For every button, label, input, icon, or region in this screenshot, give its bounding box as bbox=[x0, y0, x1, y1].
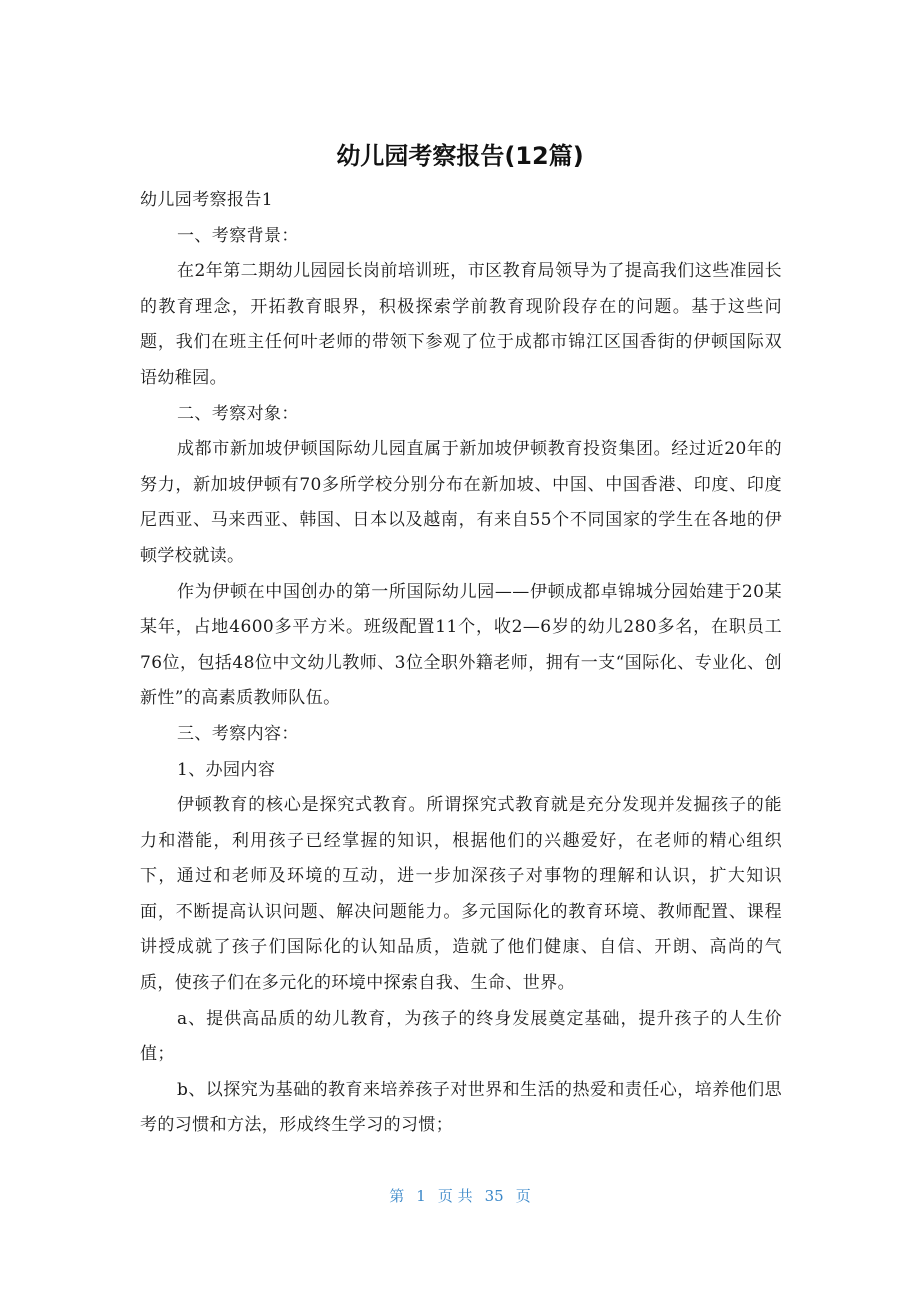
paragraph: 1、办园内容 bbox=[177, 759, 276, 780]
page-footer bbox=[0, 1184, 920, 1208]
paragraph: 伊顿教育的核心是探究式教育。所谓探究式教育就是充分发现并发掘孩子的能力和潜能，利用孩子已经掌握的知识，根据他们的兴趣爱好，在老师的精心组织下，通过和老师及环境的互动，进一步加深孩子对事物的理解和认识，扩大知识面，不断提高认识问题、解决问题能力。多元国际化的教育环境、教师配置、课程讲授成就了孩子们国际化的认知品质，造就了他们健康、自信、开朗、高尚的气质，使孩子们在多元化的环境中探索自我、生命、世界。 bbox=[140, 795, 782, 994]
paragraph: b、以探究为基础的教育来培养孩子对世界和生活的热爱和责任心，培养他们思考的习惯和方法，形成终生学习的习惯； bbox=[140, 1079, 782, 1136]
footer-suffix: 页 bbox=[515, 1187, 531, 1205]
paragraph: a、提供高品质的幼儿教育，为孩子的终身发展奠定基础，提升孩子的人生价值； bbox=[140, 1008, 782, 1065]
footer-current-page: 1 bbox=[416, 1187, 426, 1205]
document-title: 幼儿园考察报告(12篇) bbox=[336, 142, 584, 170]
paragraph: 成都市新加坡伊顿国际幼儿园直属于新加坡伊顿教育投资集团。经过近20年的努力，新加坡伊顿有70多所学校分别分布在新加坡、中国、中国香港、印度、印度尼西亚、马来西亚、韩国、日本以及越南，有来自55个不同国家的学生在各地的伊顿学校就读。 bbox=[140, 439, 782, 566]
footer-middle: 页 共 bbox=[437, 1187, 473, 1205]
footer-total-pages: 35 bbox=[484, 1187, 504, 1205]
footer-prefix: 第 bbox=[389, 1187, 405, 1205]
paragraph: 幼儿园考察报告1 bbox=[140, 190, 274, 210]
document-body bbox=[140, 183, 782, 1144]
paragraph: 作为伊顿在中国创办的第一所国际幼儿园——伊顿成都卓锦城分园始建于20某某年，占地4600多平方米。班级配置11个，收2—6岁的幼儿280多名，在职员工76位，包括48位中文幼儿教师、3位全职外籍老师，拥有一支“国际化、专业化、创新性”的高素质教师队伍。 bbox=[140, 581, 782, 709]
paragraph: 一、考察背景： bbox=[177, 225, 299, 246]
paragraph: 二、考察对象： bbox=[177, 403, 299, 424]
paragraph: 在2年第二期幼儿园园长岗前培训班，市区教育局领导为了提高我们这些准园长的教育理念，开拓教育眼界，积极探索学前教育现阶段存在的问题。基于这些问题，我们在班主任何叶老师的带领下参观了位于成都市锦江区国香街的伊顿国际双语幼稚园。 bbox=[140, 261, 782, 388]
paragraph: 三、考察内容： bbox=[177, 723, 299, 744]
